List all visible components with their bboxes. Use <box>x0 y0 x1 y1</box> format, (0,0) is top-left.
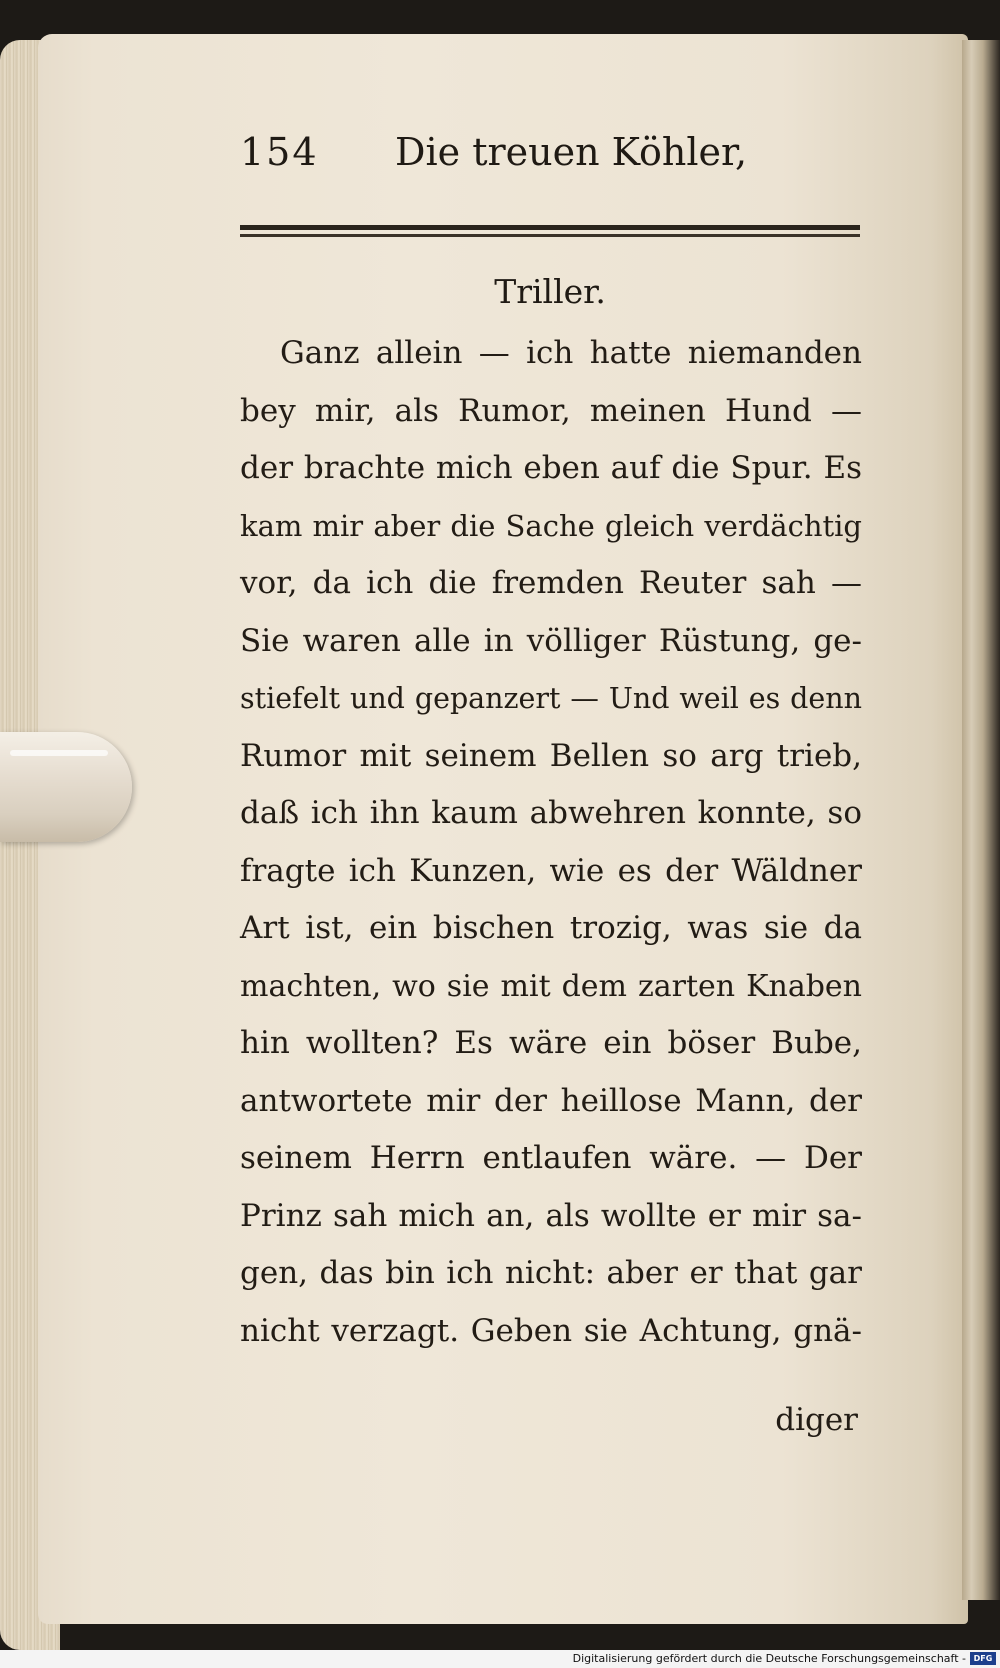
text-line: bey mir, als Rumor, meinen Hund — <box>240 392 862 429</box>
text-line: antwortete mir der heillose Mann, der <box>240 1082 862 1119</box>
text-line: Prinz sah mich an, als wollte er mir sa- <box>240 1197 862 1234</box>
text-line: Rumor mit seinem Bellen so arg trieb, <box>240 737 862 774</box>
text-line: der brachte mich eben auf die Spur. Es <box>240 450 862 486</box>
text-line: Ganz allein — ich hatte niemanden <box>280 335 862 371</box>
header-rule <box>240 225 860 237</box>
text-line: seinem Herrn entlaufen wäre. — Der <box>240 1140 862 1176</box>
text-line: vor, da ich die fremden Reuter sah — <box>240 565 862 601</box>
book-gutter <box>962 40 1000 1600</box>
text-line: Sie waren alle in völliger Rüstung, ge- <box>240 622 862 659</box>
catchword: diger <box>775 1402 858 1438</box>
running-head: Die treuen Köhler, <box>395 130 748 174</box>
speaker-name: Triller. <box>494 272 606 311</box>
text-line: nicht verzagt. Geben sie Achtung, gnä- <box>240 1312 862 1349</box>
dfg-logo: DFG <box>970 1652 996 1665</box>
text-line: fragte ich Kunzen, wie es der Wäldner <box>240 852 862 889</box>
text-line: daß ich ihn kaum abwehren konnte, so <box>240 795 862 831</box>
text-line: machten, wo sie mit dem zarten Knaben <box>240 968 862 1004</box>
text-line: kam mir aber die Sache gleich verdächtig <box>240 508 862 543</box>
page-weight-strip <box>0 732 132 842</box>
text-line: Art ist, ein bischen trozig, was sie da <box>240 910 862 946</box>
page-number: 154 <box>240 130 319 174</box>
body-text <box>240 325 862 1360</box>
page-header <box>240 130 860 190</box>
funding-credit: Digitalisierung gefördert durch die Deutsche Forschungsgemeinschaft - <box>572 1652 966 1665</box>
text-line: gen, das bin ich nicht: aber er that gar <box>240 1255 862 1291</box>
text-line: stiefelt und gepanzert — Und weil es denn <box>240 682 862 715</box>
text-line: hin wollten? Es wäre ein böser Bube, <box>240 1025 862 1061</box>
